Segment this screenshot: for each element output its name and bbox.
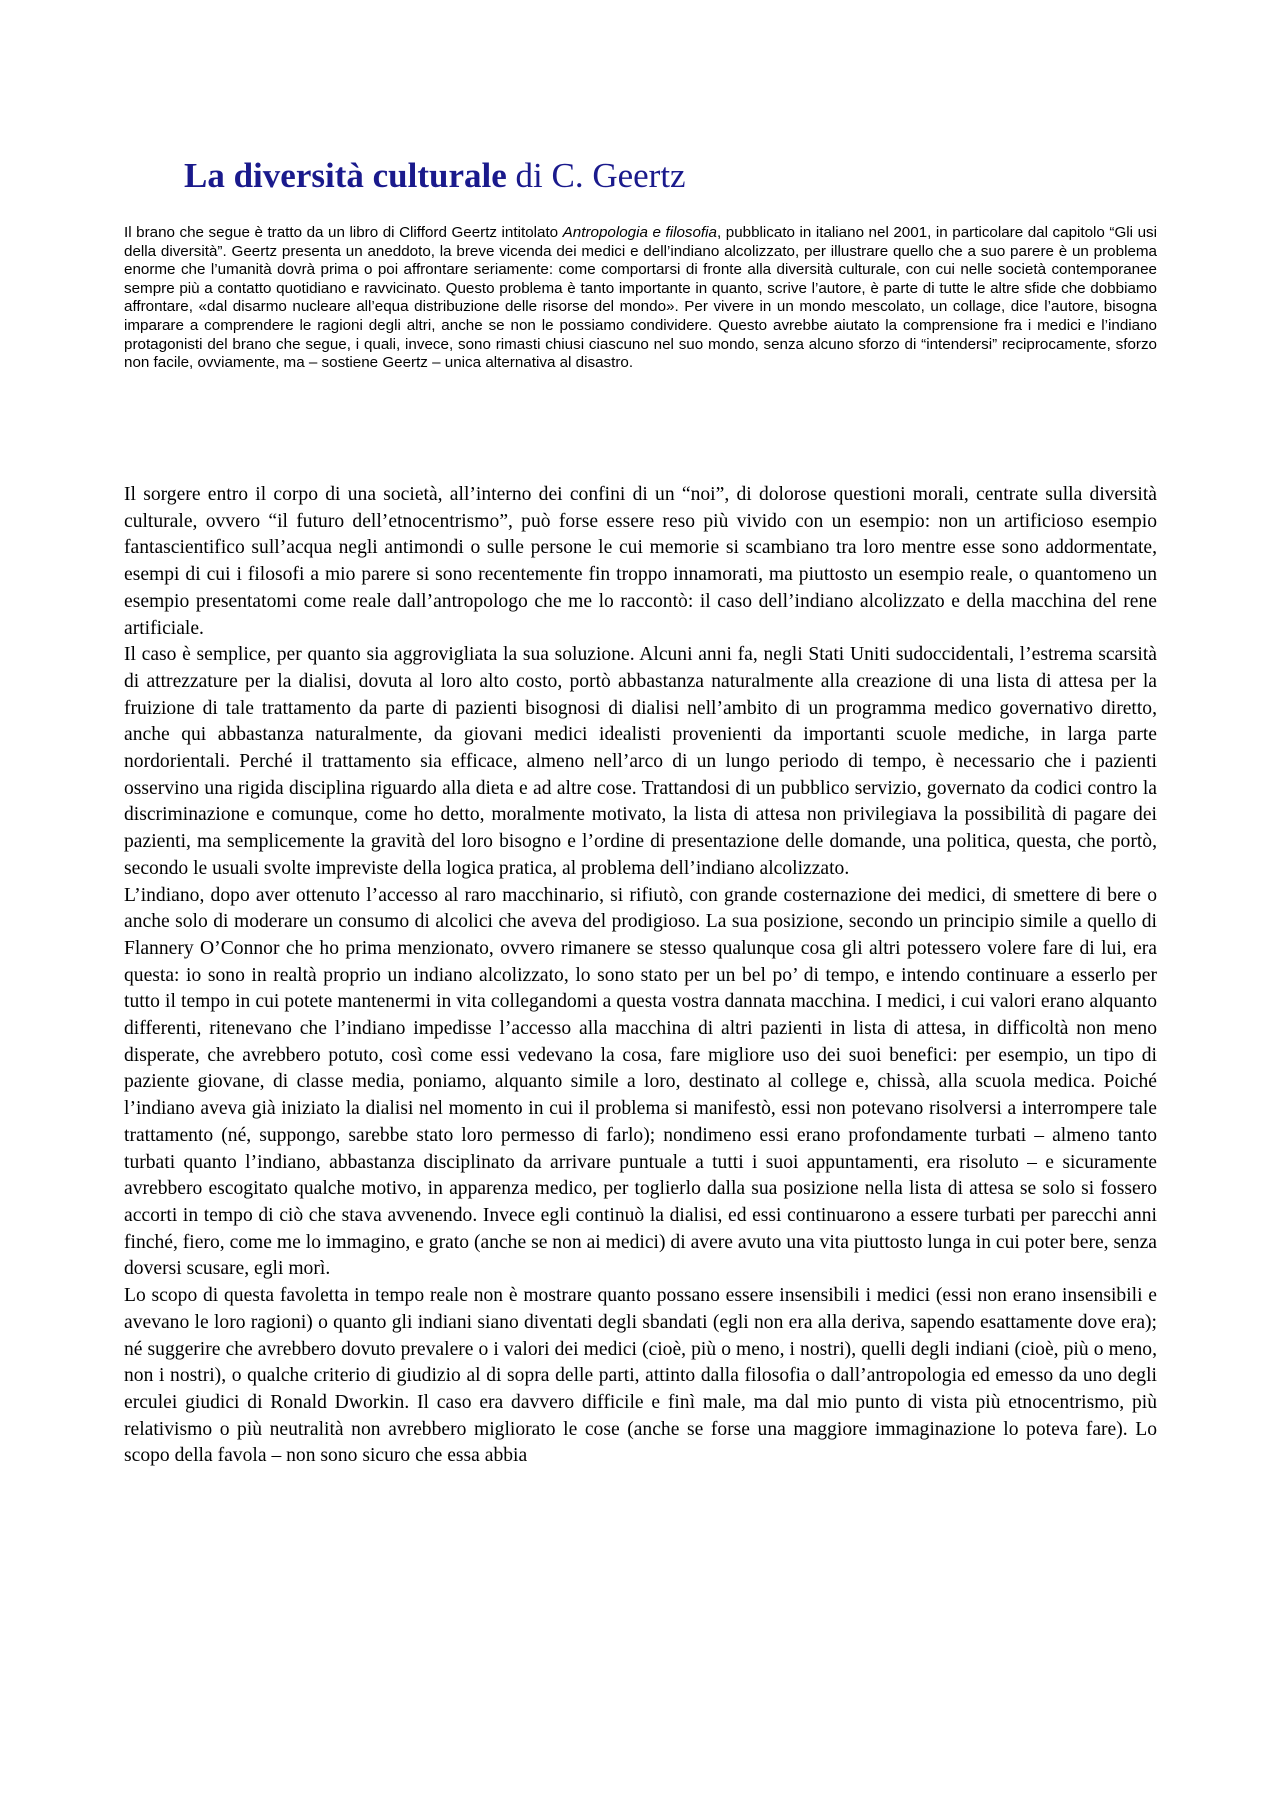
title-byline: di C. Geertz [506,156,686,195]
intro-text-rest: , pubblicato in italiano nel 2001, in particolare dal capitolo “Gli usi della diversità”. Geertz presenta un aneddoto, la breve vicenda dei medici e dell’indiano alcolizzato, per illustrare quello che a suo parere è un problema enorme che l’umanità dovrà prima o poi affrontare seriamente: come comportarsi di fronte alla diversità culturale, con cui nelle società contemporanee sempre più a contatto quotidiano e ravvicinato. Questo problema è tanto importante in quanto, scrive l’autore, è parte di tutte le altre sfide che dobbiamo affrontare, «dal disarmo nucleare all’equa distribuzione delle risorse del mondo». Per vivere in un mondo mescolato, un collage, dice l’autore, bisogna imparare a comprendere le ragioni degli altri, anche se non le possiamo condividere. Questo avrebbe aiutato la comprensione fra i medici e l’indiano protagonisti del brano che segue, i quali, invece, sono rimasti chiusi ciascuno nel suo mondo, senza alcuno sforzo di “intendersi” reciprocamente, sforzo non facile, ovviamente, ma – sostiene Geertz – unica alternativa al disastro. [124,224,1157,372]
intro-paragraph [124,224,1157,373]
main-text [124,482,1157,1470]
body-paragraph-4: Lo scopo di questa favoletta in tempo reale non è mostrare quanto possano essere insensibili i medici (essi non erano insensibili e avevano le loro ragioni) o quanto gli indiani siano diventati degli sbandati (egli non era alla deriva, sapendo esattamente dove era); né suggerire che avrebbero dovuto prevalere o i valori dei medici (cioè, più o meno, i nostri), quelli degli indiani (cioè, più o meno, non i nostri), o qualche criterio di giudizio al di sopra delle parti, attinto dalla filosofia o dall’antropologia ed emesso da uno degli erculei giudici di Ronald Dworkin. Il caso era davvero difficile e finì male, ma dal mio punto di vista più etnocentrismo, più relativismo o più neutralità non avrebbero migliorato le cose (anche se forse una maggiore immaginazione lo poteva fare). Lo scopo della favola – non sono sicuro che essa abbia [124,1285,1157,1467]
document-title [184,156,686,196]
title-main: La diversità culturale [184,156,507,195]
book-title: Antropologia e filosofia [562,224,717,241]
body-paragraph-3: L’indiano, dopo aver ottenuto l’accesso al raro macchinario, si rifiutò, con grande costernazione dei medici, di smettere di bere o anche solo di moderare un consumo di alcolici che aveva del prodigioso. La sua posizione, secondo un principio simile a quello di Flannery O’Connor che ho prima menzionato, ovvero rimanere se stesso qualunque cosa gli altri potessero volere fare di lui, era questa: io sono in realtà proprio un indiano alcolizzato, lo sono stato per un bel po’ di tempo, e intendo continuare a esserlo per tutto il tempo in cui potete mantenermi in vita collegandomi a questa vostra dannata macchina. I medici, i cui valori erano alquanto differenti, ritenevano che l’indiano impedisse l’accesso alla macchina di altri pazienti in lista di attesa, in difficoltà non meno disperate, che avrebbero potuto, così come essi vedevano la cosa, fare migliore uso dei suoi benefici: per esempio, un tipo di paziente giovane, di classe media, poniamo, alquanto simile a loro, destinato al college e, chissà, alla scuola medica. Poiché l’indiano aveva già iniziato la dialisi nel momento in cui il problema si manifestò, essi non potevano risolversi a interrompere tale trattamento (né, suppongo, sarebbe stato loro permesso di farlo); nondimeno essi erano profondamente turbati – almeno tanto turbati quanto l’indiano, abbastanza disciplinato da arrivare puntuale a tutti i suoi appuntamenti, era risoluto – e sicuramente avrebbero escogitato qualche motivo, in apparenza medico, per toglierlo dalla sua posizione nella lista di attesa se solo si fossero accorti in tempo di ciò che stava avvenendo. Invece egli continuò la dialisi, ed essi continuarono a essere turbati per parecchi anni finché, fiero, come me lo immagino, e grato (anche se non ai medici) di avere avuto una vita piuttosto lunga in cui poter bere, senza doversi scusare, egli morì. [124,884,1157,1280]
intro-text-start: Il brano che segue è tratto da un libro di Clifford Geertz intitolato [124,224,563,241]
body-paragraph-1: Il sorgere entro il corpo di una società, all’interno dei confini di un “noi”, di dolorose questioni morali, centrate sulla diversità culturale, ovvero “il futuro dell’etnocentrismo”, può forse essere reso più vivido con un esempio: non un artificioso esempio fantascientifico sull’acqua negli antimondi o sulle persone le cui memorie si scambiano tra loro mentre esse sono addormentate, esempi di cui i filosofi a mio parere si sono recentemente fin troppo innamorati, ma piuttosto un esempio reale, o quantomeno un esempio presentatomi come reale dall’antropologo che me lo raccontò: il caso dell’indiano alcolizzato e della macchina del rene artificiale. [124,484,1157,639]
body-paragraph-2: Il caso è semplice, per quanto sia aggrovigliata la sua soluzione. Alcuni anni fa, negli Stati Uniti sudoccidentali, l’estrema scarsità di attrezzature per la dialisi, dovuta al loro alto costo, portò abbastanza naturalmente alla creazione di una lista di attesa per la fruizione di tale trattamento da parte di pazienti bisognosi di dialisi nell’ambito di un programma medico governativo diretto, anche qui abbastanza naturalmente, da giovani medici idealisti provenienti da importanti scuole mediche, in larga parte nordorientali. Perché il trattamento sia efficace, almeno nell’arco di un lungo periodo di tempo, è necessario che i pazienti osservino una rigida disciplina riguardo alla dieta e ad altre cose. Trattandosi di un pubblico servizio, governato da codici contro la discriminazione e comunque, come ho detto, moralmente motivato, la lista di attesa non privilegiava la possibilità di pagare dei pazienti, ma semplicemente la gravità del loro bisogno e l’ordine di presentazione delle domande, una politica, questa, che portò, secondo le usuali svolte impreviste della logica pratica, al problema dell’indiano alcolizzato. [124,644,1157,879]
